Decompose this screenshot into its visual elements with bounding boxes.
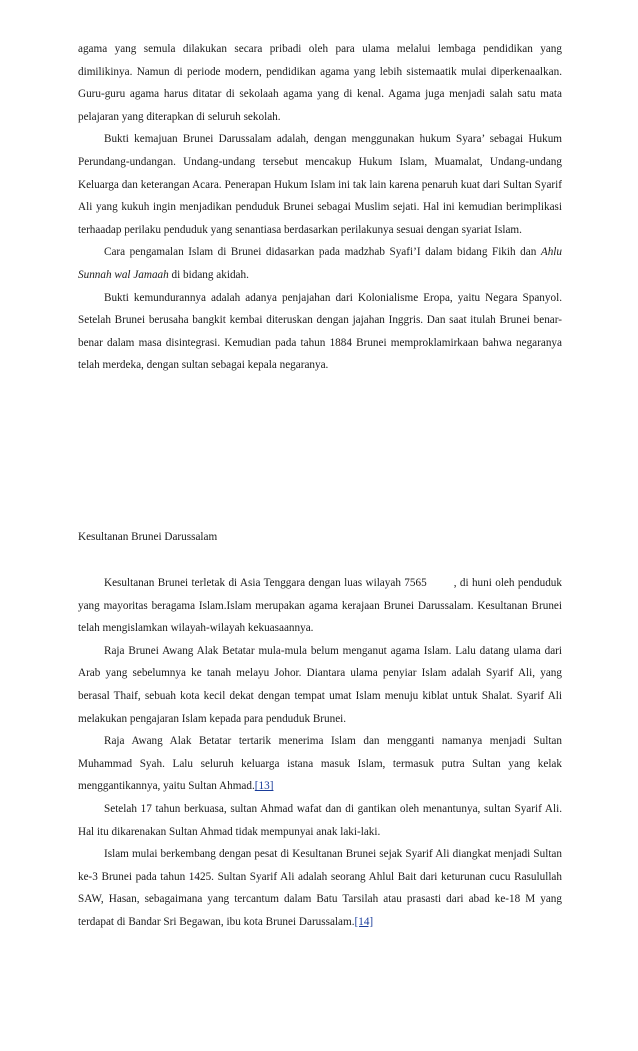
section-kesultanan-body — [78, 572, 565, 934]
paragraph-decline-evidence: Bukti kemundurannya adalah adanya penjajahan dari Kolonialisme Eropa, yaitu Negara Spanyol. Setelah Brunei berusaha bangkit kembai diteruskan dengan jajahan Inggris. Dan saat itulah Brunei benar-benar dalam masa disintegrasi. Kemudian pada tahun 1884 Brunei memproklamirkaan bahwa negaranya telah merdeka, dengan sultan sebagai kepala negaranya. — [78, 291, 562, 372]
text-segment: Cara pengamalan Islam di Brunei didasarkan pada madzhab Syafi’I dalam bidang Fikih dan — [104, 246, 541, 259]
text-segment: Islam mulai berkembang dengan pesat di Kesultanan Brunei sejak Syarif Ali diangkat menjadi Sultan ke-3 Brunei pada tahun 1425. Sultan Syarif Ali adalah seorang Ahlul Bait dari keturunan cucu Rasulullah SAW, Hasan, sebagaimana yang tercantum dalam Batu Tarsilah atau prasasti dari abad ke-18 M yang terdapat di Bandar Sri Begawan, ibu kota Brunei Darussalam. — [78, 848, 562, 928]
paragraph-location: Kesultanan Brunei terletak di Asia Tenggara dengan luas wilayah 7565 , di huni oleh penduduk yang mayoritas beragama Islam.Islam merupakan agama kerajaan Brunei Darussalam. Kesultanan Brunei telah mengislamkan wilayah-wilayah kekuasaannya. — [78, 577, 565, 635]
section-kesultanan — [78, 526, 562, 549]
text-segment: di bidang akidah. — [168, 268, 249, 281]
italic-term: Ahlu Sunnah wal Jamaah — [78, 246, 562, 281]
paragraph-progress-evidence: Bukti kemajuan Brunei Darussalam adalah, dengan menggunakan hukum Syara’ sebagai Hukum Perundang-undangan. Undang-undang tersebut mencakup Hukum Islam, Muamalat, Undang-undang Keluarga dan keterangan Acara. Penerapan Hukum Islam ini tak lain karena penaruh kuat dari Sultan Syarif Ali yang kukuh ingin menjadikan penduduk Brunei sebagai Muslim sejati. Hal ini kemudian berimplikasi terhaadap perilaku penduduk yang senantiasa berdasarkan perilakunya sesuai dengan syariat Islam. — [78, 133, 562, 236]
paragraph-raja-awang-alak: Raja Brunei Awang Alak Betatar mula-mula belum menganut agama Islam. Lalu datang ulama dari Arab yang sebelumnya ke tanah melayu Johor. Diantara ulama penyiar Islam adalah Syarif Ali, yang berasal Thaif, sebuah kota kecil dekat dengan tempat umat Islam menuju kiblat untuk Shalat. Syarif Ali melakukan pengajaran Islam kepada para penduduk Brunei. — [78, 644, 562, 725]
paragraph-succession: Setelah 17 tahun berkuasa, sultan Ahmad wafat dan di gantikan oleh menantunya, sultan Syarif Ali. Hal itu dikarenakan Sultan Ahmad tidak mempunyai anak laki-laki. — [78, 802, 562, 838]
text-segment: Raja Awang Alak Betatar tertarik menerima Islam dan mengganti namanya menjadi Sultan Muhammad Syah. Lalu seluruh keluarga istana masuk Islam, termasuk putra Sultan yang kelak menggantikannya, yaitu Sultan Ahmad. — [78, 735, 562, 793]
paragraph-practice-of-islam — [78, 241, 562, 286]
section-heading: Kesultanan Brunei Darussalam — [78, 531, 218, 543]
footnote-link-14[interactable]: [14] — [354, 915, 374, 928]
section-islam-brunei — [78, 38, 562, 377]
paragraph-islam-growth — [78, 843, 562, 933]
paragraph-religious-education: agama yang semula dilakukan secara pribadi oleh para ulama melalui lembaga pendidikan yang dimilikinya. Namun di periode modern, pendidikan agama yang lebih sistemaatik mulai diperkenaalkan. Guru-guru agama harus ditatar di sekolaah agama yang di kenal. Agama juga menjadi salah satu mata pelajaran yang diterapkan di seluruh sekolah. — [78, 43, 562, 123]
paragraph-conversion — [78, 730, 562, 798]
footnote-link-13[interactable]: [13] — [254, 780, 274, 793]
